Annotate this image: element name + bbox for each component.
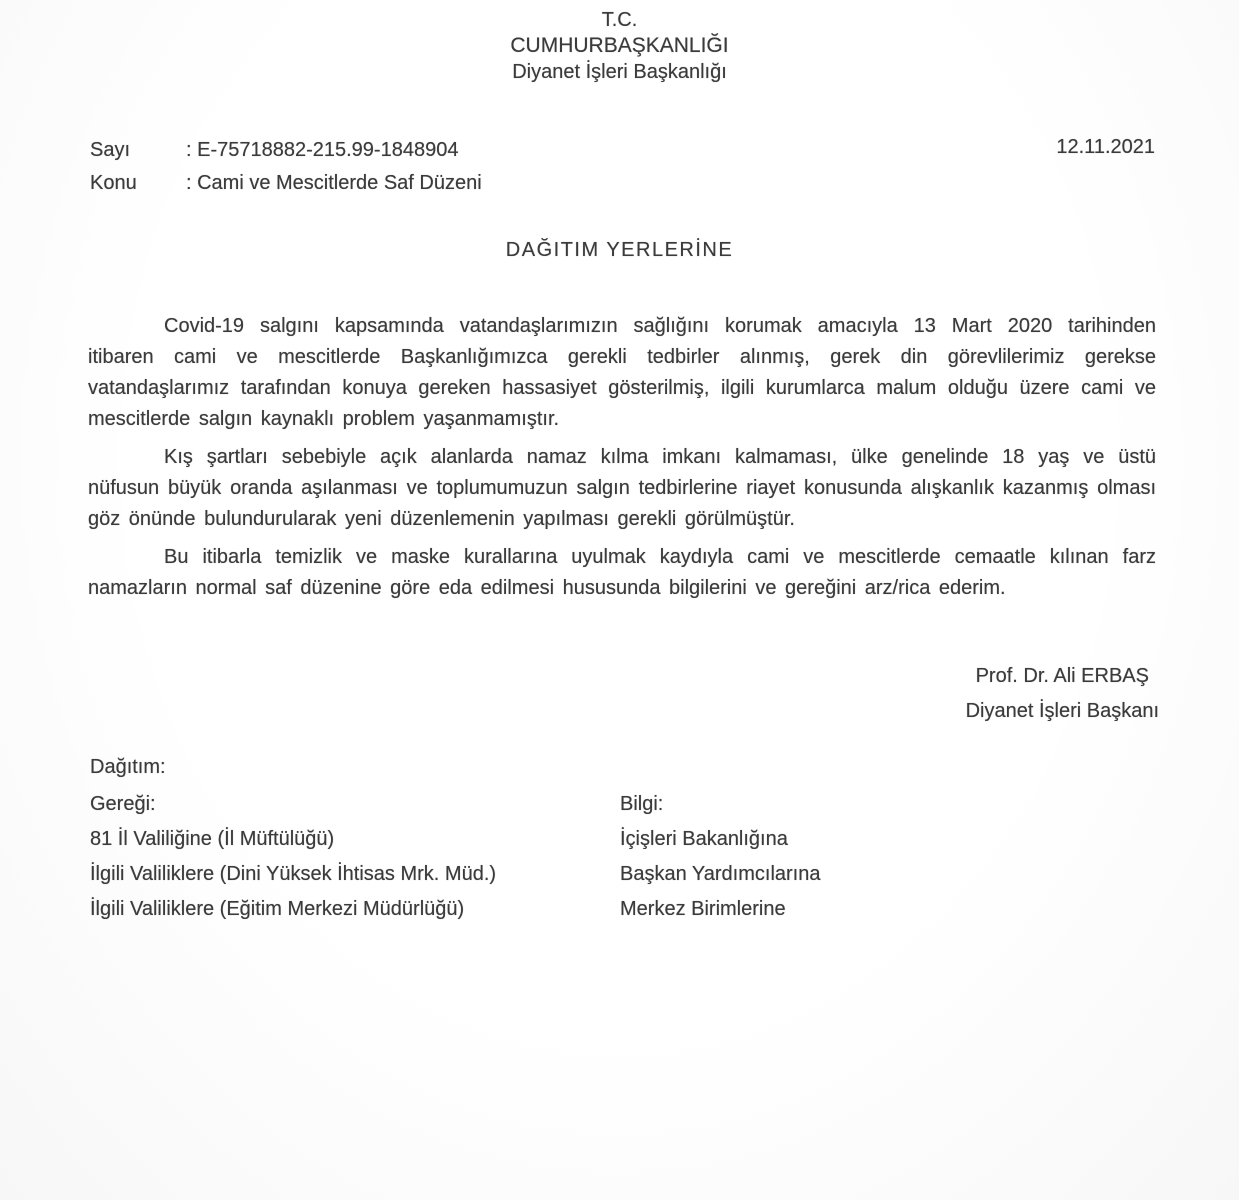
- letterhead-directorate: Diyanet İşleri Başkanlığı: [512, 61, 727, 83]
- sayi-label: Sayı: [90, 139, 131, 161]
- body-paragraph: Covid-19 salgını kapsamında vatandaşlarımızın sağlığını korumak amacıyla 13 Mart 2020 tarihinden itibaren cami ve mescitlerde Başkanlığımızca gerekli tedbirler alınmış, gerek din görevlilerimiz gerekse vatandaşlarımız tarafından konuya gereken hassasiyet gösterilmiş, ilgili kurumlarca malum olduğu üzere cami ve mescitlerde salgın kaynaklı problem yaşanmamıştır.: [88, 315, 1156, 430]
- bilgi-item: Başkan Yardımcılarına: [620, 863, 821, 885]
- distribution-bilgi-column: [620, 787, 1080, 927]
- bilgi-item: Merkez Birimlerine: [620, 898, 786, 920]
- signature-block: [966, 659, 1159, 729]
- meta-row-sayi: [90, 134, 482, 167]
- body-paragraph: Bu itibarla temizlik ve maske kurallarına uyulmak kaydıyla cami ve mescitlerde cemaatle kılınan farz namazların normal saf düzenine göre eda edilmesi hususunda bilgilerini ve gereğini arz/rica ederim.: [88, 546, 1156, 599]
- sayi-value: : E-75718882-215.99-1848904: [186, 139, 459, 161]
- meta-row-konu: [90, 167, 482, 200]
- bilgi-item: İçişleri Bakanlığına: [620, 828, 788, 850]
- letterhead: [0, 7, 1239, 85]
- konu-value: : Cami ve Mescitlerde Saf Düzeni: [186, 172, 482, 194]
- geregi-item: İlgili Valiliklere (Eğitim Merkezi Müdürlüğü): [90, 898, 465, 920]
- document-meta: [90, 134, 482, 200]
- distribution-geregi-column: [90, 787, 620, 927]
- signer-name: Prof. Dr. Ali ERBAŞ: [975, 665, 1149, 687]
- distribution-columns: [90, 787, 1160, 927]
- letter-body: [88, 311, 1156, 611]
- geregi-label: Gereği:: [90, 793, 156, 815]
- distribution-heading: Dağıtım:: [90, 756, 166, 778]
- body-paragraph: Kış şartları sebebiyle açık alanlarda namaz kılma imkanı kalmaması, ülke genelinde 18 yaş ve üstü nüfusun büyük oranda aşılanması ve toplumumuzun salgın tedbirlerine riayet konusunda alışkanlık kazanmış olması göz önünde bulundurularak yeni düzenlemenin yapılması gerekli görülmüştür.: [88, 446, 1156, 530]
- distribution-section: [90, 750, 1160, 927]
- letterhead-state: T.C.: [601, 9, 638, 31]
- signer-title: Diyanet İşleri Başkanı: [965, 700, 1159, 722]
- document-title: DAĞITIM YERLERİNE: [505, 239, 734, 261]
- bilgi-label: Bilgi:: [620, 793, 664, 815]
- document-date: 12.11.2021: [1056, 136, 1155, 158]
- geregi-item: 81 İl Valiliğine (İl Müftülüğü): [90, 828, 335, 850]
- letterhead-presidency: CUMHURBAŞKANLIĞI: [510, 34, 729, 57]
- geregi-item: İlgili Valiliklere (Dini Yüksek İhtisas Mrk. Müd.): [90, 863, 497, 885]
- konu-label: Konu: [90, 172, 137, 194]
